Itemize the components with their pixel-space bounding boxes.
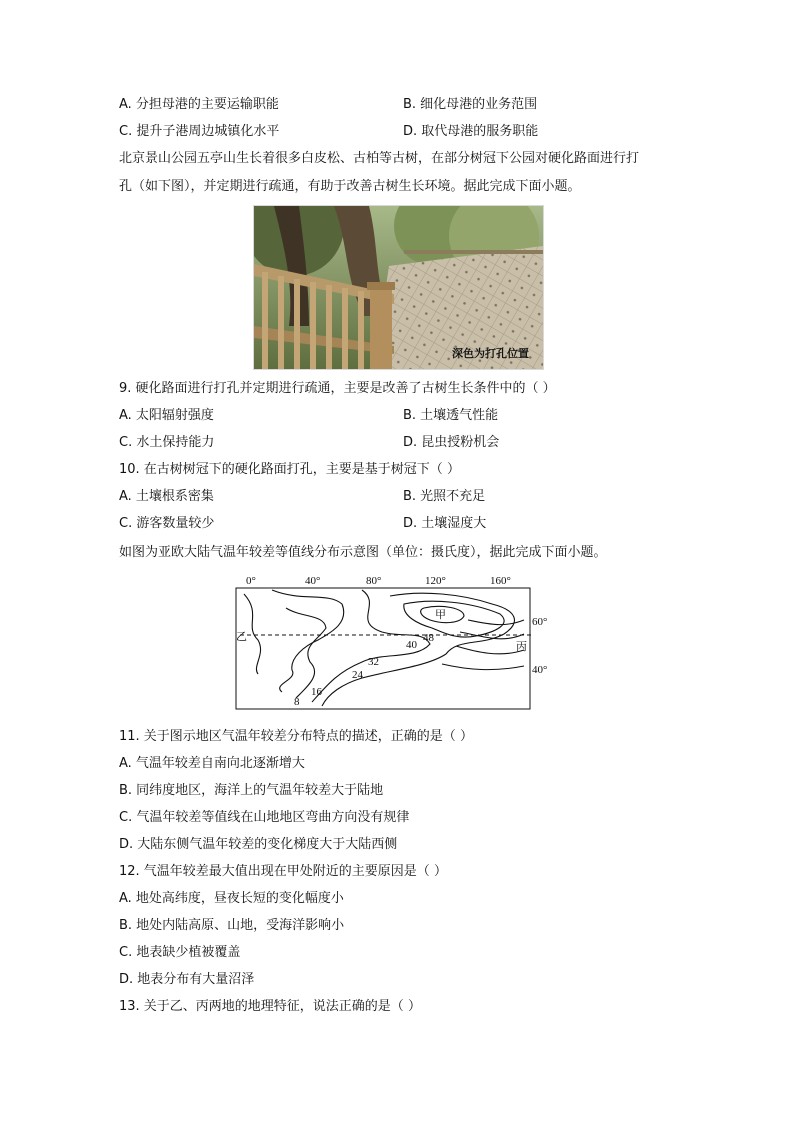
q12-option-d: D. 地表分布有大量沼泽 <box>119 972 255 987</box>
passage-1-line-2: 孔（如下图），并定期进行疏通，有助于改善古树生长环境。据此完成下面小题。 <box>119 179 581 194</box>
q10-option-c: C. 游客数量较少 <box>119 516 215 531</box>
place-label-jia: 甲 <box>435 609 446 621</box>
q11-stem: 11. 关于图示地区气温年较差分布特点的描述，正确的是（ ） <box>119 729 473 744</box>
q11-option-b: B. 同纬度地区，海洋上的气温年较差大于陆地 <box>119 783 384 798</box>
isoline-16 <box>272 590 344 692</box>
q11-option-d: D. 大陆东侧气温年较差的变化梯度大于大陆西侧 <box>119 837 398 852</box>
lon-label-0: 0° <box>246 575 256 587</box>
q8-option-b: B. 细化母港的业务范围 <box>403 97 538 112</box>
iso-label-8: 8 <box>294 696 300 708</box>
iso-label-32: 32 <box>368 656 379 668</box>
q9-option-d: D. 昆虫授粉机会 <box>403 435 500 450</box>
lon-label-120: 120° <box>425 575 446 587</box>
q11-option-a: A. 气温年较差自南向北逐渐增大 <box>119 756 305 771</box>
isoline-8 <box>286 608 326 698</box>
isoline-map <box>232 574 552 716</box>
q9-option-c: C. 水土保持能力 <box>119 435 215 450</box>
q10-option-d: D. 土壤湿度大 <box>403 516 487 531</box>
passage-1-line-1: 北京景山公园五亭山生长着很多白皮松、古柏等古树，在部分树冠下公园对硬化路面进行打 <box>119 151 640 166</box>
lon-label-40: 40° <box>305 575 321 587</box>
lon-label-160: 160° <box>490 575 511 587</box>
q9-stem: 9. 硬化路面进行打孔并定期进行疏通，主要是改善了古树生长条件中的（ ） <box>119 381 556 396</box>
q8-option-d: D. 取代母港的服务职能 <box>403 124 539 139</box>
place-label-bing: 丙 <box>516 641 527 653</box>
isoline-east-4 <box>442 664 524 670</box>
q12-option-c: C. 地表缺少植被覆盖 <box>119 945 241 960</box>
q10-option-b: B. 光照不充足 <box>403 489 486 504</box>
isoline-east-3 <box>456 646 524 654</box>
lon-label-80: 80° <box>366 575 382 587</box>
isoline-east-1 <box>468 620 524 625</box>
place-label-yi: 乙 <box>236 631 247 643</box>
q12-option-a: A. 地处高纬度，昼夜长短的变化幅度小 <box>119 891 344 906</box>
q12-option-b: B. 地处内陆高原、山地，受海洋影响小 <box>119 918 345 933</box>
photo-caption: 深色为打孔位置 <box>452 347 529 360</box>
passage-2: 如图为亚欧大陆气温年较差等值线分布示意图（单位：摄氏度），据此完成下面小题。 <box>119 545 607 560</box>
q9-option-b: B. 土壤透气性能 <box>403 408 499 423</box>
lat-label-40: 40° <box>532 664 548 676</box>
q8-option-a: A. 分担母港的主要运输职能 <box>119 97 279 112</box>
lat-label-60: 60° <box>532 616 548 628</box>
iso-label-40: 40 <box>406 639 417 651</box>
q10-stem: 10. 在古树树冠下的硬化路面打孔，主要是基于树冠下（ ） <box>119 462 460 477</box>
q13-stem: 13. 关于乙、丙两地的地理特征，说法正确的是（ ） <box>119 999 421 1014</box>
park-photo <box>253 205 544 370</box>
q8-option-c: C. 提升子港周边城镇化水平 <box>119 124 280 139</box>
iso-label-48: 48 <box>423 632 434 644</box>
q11-option-c: C. 气温年较差等值线在山地地区弯曲方向没有规律 <box>119 810 410 825</box>
q12-stem: 12. 气温年较差最大值出现在甲处附近的主要原因是（ ） <box>119 864 447 879</box>
iso-label-16: 16 <box>311 686 322 698</box>
iso-label-24: 24 <box>352 669 363 681</box>
q10-option-a: A. 土壤根系密集 <box>119 489 214 504</box>
q9-option-a: A. 太阳辐射强度 <box>119 408 214 423</box>
isoline-40 <box>404 601 504 637</box>
isoline-32 <box>322 593 514 706</box>
